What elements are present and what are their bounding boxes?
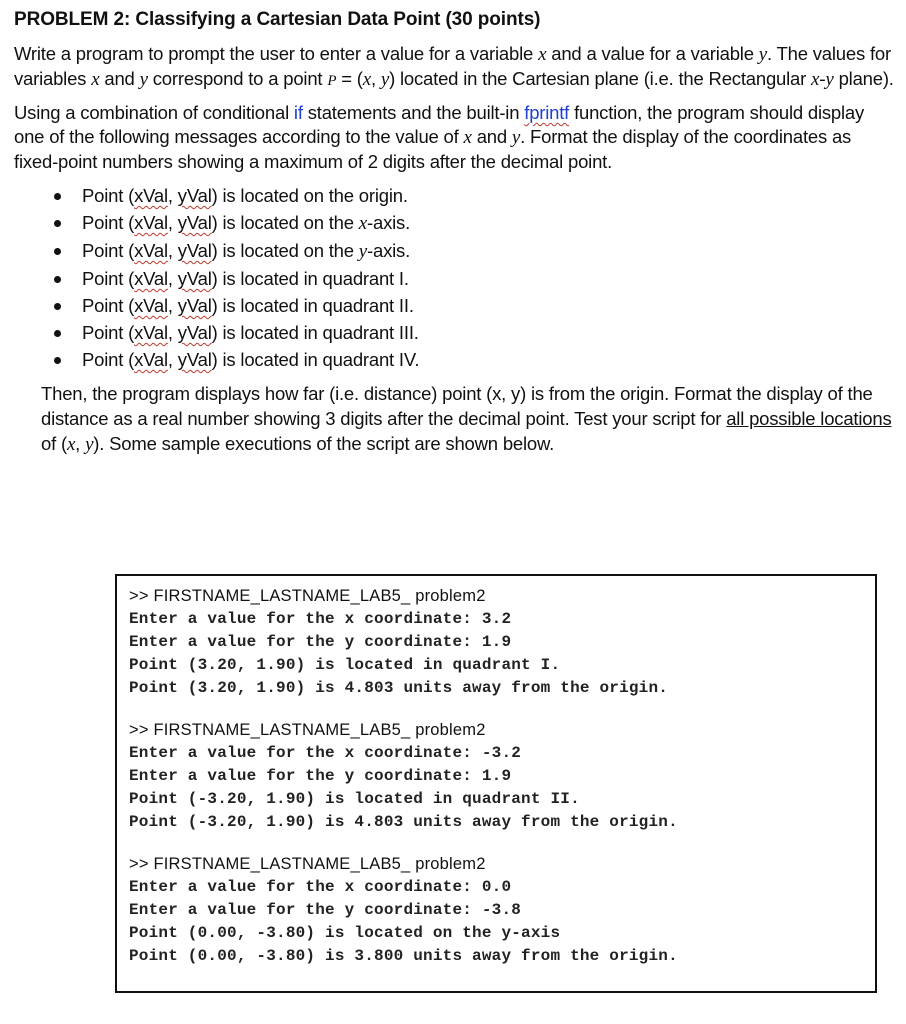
bullet-icon bbox=[54, 276, 61, 283]
para-text: Using a combination of conditional bbox=[14, 102, 294, 123]
output-line: Enter a value for the x coordinate: -3.2 bbox=[129, 744, 522, 762]
bullet-text: , bbox=[167, 349, 178, 370]
sample-run bbox=[129, 719, 863, 834]
bullet-text: Point ( bbox=[82, 185, 135, 206]
bullet-text: -axis. bbox=[367, 240, 411, 261]
para-text: statements and the built-in bbox=[302, 102, 525, 123]
output-line: Point (0.00, -3.80) is 3.800 units away from the origin. bbox=[129, 947, 678, 965]
para-text: function, the program should display one of the following messages according to the value of bbox=[14, 102, 865, 147]
output-line: Point (0.00, -3.80) is located on the y-axis bbox=[129, 924, 561, 942]
sample-run bbox=[129, 585, 863, 700]
yval-placeholder: yVal bbox=[177, 349, 212, 370]
bullet-text: Point ( bbox=[82, 349, 135, 370]
intro-text: and a value for a variable bbox=[546, 43, 759, 64]
xval-placeholder: xVal bbox=[134, 240, 168, 261]
output-line: Enter a value for the x coordinate: 0.0 bbox=[129, 878, 512, 896]
var-y: y bbox=[358, 241, 368, 262]
xval-placeholder: xVal bbox=[134, 349, 168, 370]
bullet-icon bbox=[54, 193, 61, 200]
para-text: ). Some sample executions of the script are shown below. bbox=[93, 433, 555, 454]
yval-placeholder: yVal bbox=[177, 322, 212, 343]
underlined-phrase: all possible locations bbox=[726, 408, 892, 429]
bullet-text: ) is located in quadrant I. bbox=[211, 268, 409, 289]
bullet-text: ) is located on the bbox=[211, 212, 359, 233]
fprintf-keyword: fprintf bbox=[524, 102, 570, 123]
yval-placeholder: yVal bbox=[177, 295, 212, 316]
intro-text: . The values for variables bbox=[14, 43, 891, 89]
bullet-text: -axis. bbox=[367, 212, 411, 233]
distance-paragraph bbox=[14, 381, 894, 457]
bullet-text: Point ( bbox=[82, 240, 135, 261]
yval-placeholder: yVal bbox=[177, 268, 212, 289]
yval-placeholder: yVal bbox=[177, 212, 212, 233]
var-x: x bbox=[538, 44, 547, 65]
bullet-text: Point ( bbox=[82, 322, 135, 343]
var-y: y bbox=[511, 127, 521, 148]
para-text: Then, the program displays how far (i.e. distance) point (x, y) is from the origin. Format the display of the distance as a real number showing 3 digits after the decimal point. Test your script for bbox=[41, 383, 873, 429]
bullet-text: , bbox=[167, 295, 178, 316]
para-text: . Format the display of the coordinates as fixed-point numbers showing a maximum of 2 digits after the decimal point. bbox=[14, 126, 852, 172]
list-item bbox=[54, 237, 894, 265]
bullet-icon bbox=[54, 248, 61, 255]
bullet-text: , bbox=[167, 185, 178, 206]
var-y: y bbox=[758, 44, 767, 65]
var-y: y bbox=[139, 69, 148, 90]
bullet-text: ) is located in quadrant IV. bbox=[211, 349, 420, 370]
command-line: >> FIRSTNAME_LASTNAME_LAB5_ problem2 bbox=[129, 721, 486, 739]
bullet-icon bbox=[54, 357, 61, 364]
var-x: x bbox=[66, 434, 76, 455]
bullet-text: Point ( bbox=[82, 295, 135, 316]
yval-placeholder: yVal bbox=[177, 240, 212, 261]
problem-title: PROBLEM 2: Classifying a Cartesian Data Point (30 points) bbox=[14, 9, 541, 30]
command-line: >> FIRSTNAME_LASTNAME_LAB5_ problem2 bbox=[129, 855, 486, 873]
yval-placeholder: yVal bbox=[177, 185, 212, 206]
var-x: x bbox=[463, 127, 472, 148]
output-line: Point (-3.20, 1.90) is 4.803 units away from the origin. bbox=[129, 813, 678, 831]
bullet-icon bbox=[54, 303, 61, 310]
output-line: Enter a value for the y coordinate: 1.9 bbox=[129, 633, 512, 651]
output-line: Point (3.20, 1.90) is 4.803 units away from the origin. bbox=[129, 679, 669, 697]
para-text: of ( bbox=[41, 433, 67, 454]
output-line: Enter a value for the x coordinate: 3.2 bbox=[129, 610, 512, 628]
var-y: y bbox=[380, 69, 390, 90]
output-line: Enter a value for the y coordinate: -3.8 bbox=[129, 901, 522, 919]
bullet-icon bbox=[54, 220, 61, 227]
var-xy: x-y bbox=[811, 69, 834, 90]
bullet-text: Point ( bbox=[82, 212, 135, 233]
intro-text: ) located in the Cartesian plane (i.e. the Rectangular bbox=[389, 68, 812, 89]
list-item bbox=[54, 265, 894, 292]
intro-text: Write a program to prompt the user to enter a value for a variable bbox=[14, 43, 539, 64]
bullet-text: ) is located in quadrant II. bbox=[211, 295, 414, 316]
bullet-icon bbox=[54, 330, 61, 337]
xval-placeholder: xVal bbox=[134, 185, 168, 206]
list-item bbox=[54, 292, 894, 319]
bullet-text: , bbox=[167, 212, 178, 233]
output-line: Point (3.20, 1.90) is located in quadrant I. bbox=[129, 656, 561, 674]
bullet-text: , bbox=[167, 268, 178, 289]
document-page bbox=[14, 8, 894, 457]
sample-output-console bbox=[115, 574, 877, 993]
intro-text: , bbox=[370, 68, 381, 89]
xval-placeholder: xVal bbox=[134, 212, 168, 233]
intro-text: and bbox=[99, 68, 140, 89]
list-item bbox=[54, 209, 894, 237]
if-keyword: if bbox=[293, 102, 303, 123]
var-x: x bbox=[91, 69, 100, 90]
output-line: Point (-3.20, 1.90) is located in quadrant II. bbox=[129, 790, 580, 808]
bullet-text: ) is located on the origin. bbox=[211, 185, 408, 206]
sample-run bbox=[129, 853, 863, 968]
bullet-text: ) is located in quadrant III. bbox=[211, 322, 419, 343]
intro-paragraph bbox=[14, 42, 894, 93]
intro-text: = ( bbox=[336, 68, 363, 89]
bullet-text: Point ( bbox=[82, 268, 135, 289]
para-text: and bbox=[471, 126, 512, 147]
para-text: , bbox=[75, 433, 86, 454]
instructions-paragraph bbox=[14, 101, 894, 174]
list-item bbox=[54, 319, 894, 346]
var-y: y bbox=[85, 434, 94, 455]
bullet-text: , bbox=[167, 240, 178, 261]
list-item bbox=[54, 182, 894, 209]
message-list bbox=[14, 182, 894, 373]
xval-placeholder: xVal bbox=[134, 322, 168, 343]
bullet-text: ) is located on the bbox=[211, 240, 359, 261]
output-line: Enter a value for the y coordinate: 1.9 bbox=[129, 767, 512, 785]
var-x: x bbox=[358, 213, 368, 234]
xval-placeholder: xVal bbox=[134, 268, 168, 289]
var-p: P bbox=[327, 73, 337, 89]
var-x: x bbox=[362, 69, 371, 90]
intro-text: plane). bbox=[833, 68, 894, 89]
intro-text: correspond to a point bbox=[147, 68, 328, 89]
xval-placeholder: xVal bbox=[134, 295, 168, 316]
bullet-text: , bbox=[167, 322, 178, 343]
list-item bbox=[54, 346, 894, 373]
command-line: >> FIRSTNAME_LASTNAME_LAB5_ problem2 bbox=[129, 587, 486, 605]
